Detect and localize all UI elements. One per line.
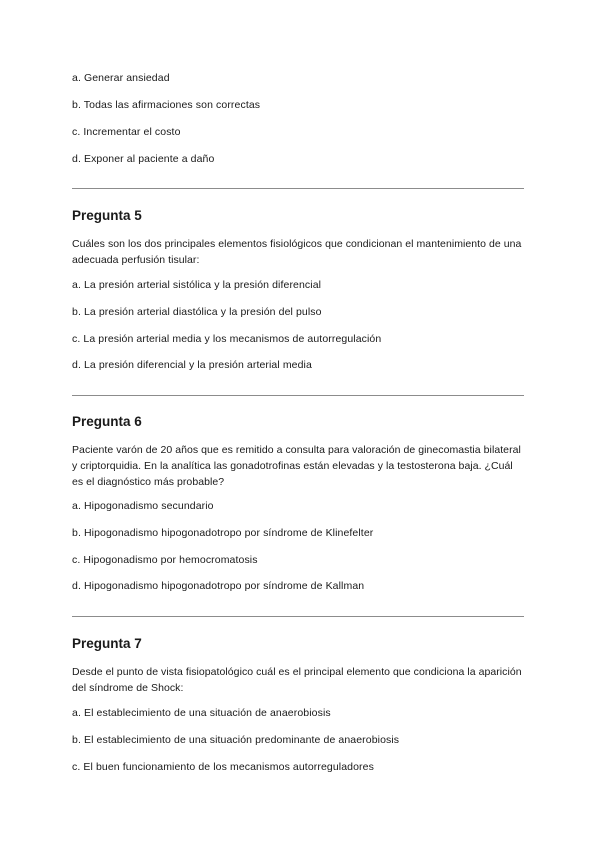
q4-option-d: d. Exponer al paciente a daño xyxy=(72,153,215,165)
q7-option-c: c. El buen funcionamiento de los mecanismos autorreguladores xyxy=(72,761,374,773)
section-divider xyxy=(72,188,524,189)
q6-option-c: c. Hipogonadismo por hemocromatosis xyxy=(72,554,258,566)
q7-option-a: a. El establecimiento de una situación de anaerobiosis xyxy=(72,707,331,719)
question-title-5: Pregunta 5 xyxy=(72,208,142,223)
question-text-7: Desde el punto de vista fisiopatológico cuál es el principal elemento que condiciona la aparición del síndrome de Shock: xyxy=(72,666,522,694)
q5-option-a: a. La presión arterial sistólica y la presión diferencial xyxy=(72,279,322,291)
q4-option-a: a. Generar ansiedad xyxy=(72,72,170,84)
section-divider xyxy=(72,616,524,617)
question-title-6: Pregunta 6 xyxy=(72,414,142,429)
q6-option-d: d. Hipogonadismo hipogonadotropo por síndrome de Kallman xyxy=(72,580,365,592)
question-text-5: Cuáles son los dos principales elementos fisiológicos que condicionan el mantenimiento de una adecuada perfusión tisular: xyxy=(72,238,522,266)
q5-option-d: d. La presión diferencial y la presión arterial media xyxy=(72,359,312,371)
q6-option-a: a. Hipogonadismo secundario xyxy=(72,500,214,512)
q5-option-c: c. La presión arterial media y los mecanismos de autorregulación xyxy=(72,333,382,345)
q4-option-c: c. Incrementar el costo xyxy=(72,126,181,138)
q7-option-b: b. El establecimiento de una situación predominante de anaerobiosis xyxy=(72,734,400,746)
q4-option-b: b. Todas las afirmaciones son correctas xyxy=(72,99,261,111)
question-text-6: Paciente varón de 20 años que es remitido a consulta para valoración de ginecomastia bilateral y criptorquidia. En la analítica las gonadotrofinas están elevadas y la testosterona baja. ¿Cuál es el diagnóstico más probable? xyxy=(72,444,521,488)
q5-option-b: b. La presión arterial diastólica y la presión del pulso xyxy=(72,306,322,318)
q6-option-b: b. Hipogonadismo hipogonadotropo por síndrome de Klinefelter xyxy=(72,527,374,539)
section-divider xyxy=(72,395,524,396)
question-title-7: Pregunta 7 xyxy=(72,636,142,651)
